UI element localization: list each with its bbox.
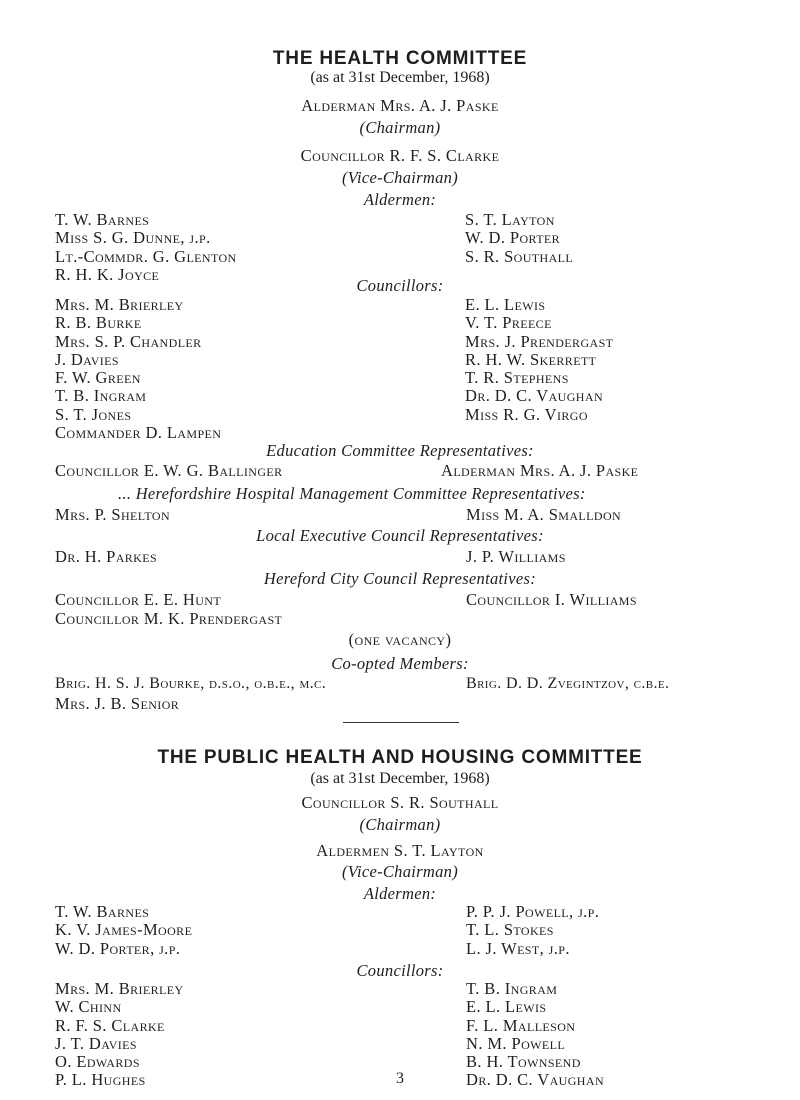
list-item: R. H. W. Skerrett (465, 349, 597, 369)
list-item: P. L. Hughes (55, 1070, 146, 1090)
list-item: W. Chinn (55, 997, 122, 1017)
list-item: Mrs. M. Brierley (55, 295, 184, 314)
list-item: T. B. Ingram (55, 386, 147, 406)
list-item: T. L. Stokes (466, 920, 554, 940)
coopted-member-left-1: Brig. H. S. J. Bourke, d.s.o., o.b.e., m.c. (55, 675, 327, 692)
health-vice-chairman-name: Councillor R. F. S. Clarke (300, 146, 500, 165)
health-councillors-left-list (55, 296, 221, 442)
list-item: Mrs. J. Prendergast (465, 331, 614, 351)
coopted-member-right-1: Brig. D. D. Zvegintzov, c.b.e. (466, 675, 670, 692)
hospital-rep-left: Mrs. P. Shelton (55, 505, 171, 524)
housing-date: (as at 31st December, 1968) (310, 770, 490, 787)
city-council-heading: Hereford City Council Representatives: (263, 569, 537, 588)
housing-councillors-heading: Councillors: (356, 961, 444, 980)
housing-aldermen-heading: Aldermen: (363, 884, 437, 903)
local-executive-rep-left: Dr. H. Parkes (55, 547, 158, 566)
housing-chairman-name: Councillor S. R. Southall (301, 793, 499, 812)
health-councillors-heading: Councillors: (356, 276, 444, 295)
housing-committee-title: THE PUBLIC HEALTH AND HOUSING COMMITTEE (157, 747, 643, 768)
list-item: V. T. Preece (465, 313, 552, 333)
list-item: L. J. West, j.p. (466, 938, 570, 958)
list-item: Lt.-Commdr. G. Glenton (55, 246, 237, 266)
education-rep-right: Alderman Mrs. A. J. Paske (441, 461, 639, 480)
list-item: N. M. Powell (466, 1033, 566, 1053)
page-number: 3 (396, 1070, 404, 1087)
local-executive-heading: Local Executive Council Representatives: (256, 526, 544, 545)
list-item: F. L. Malleson (466, 1015, 576, 1035)
city-council-rep-right-1: Councillor I. Williams (466, 590, 637, 609)
list-item: F. W. Green (55, 368, 141, 388)
list-item: R. B. Burke (55, 313, 142, 333)
list-item: W. D. Porter, j.p. (55, 938, 181, 958)
housing-aldermen-right-list (466, 903, 599, 958)
vacancy-note: (one vacancy) (348, 630, 452, 649)
health-committee-title: THE HEALTH COMMITTEE (272, 48, 528, 69)
list-item: T. W. Barnes (55, 902, 150, 921)
list-item: E. L. Lewis (465, 295, 546, 314)
education-rep-left: Councillor E. W. G. Ballinger (55, 461, 283, 480)
health-aldermen-left-list (55, 211, 237, 284)
list-item: Dr. D. C. Vaughan (465, 386, 604, 406)
coopted-heading: Co-opted Members: (331, 654, 469, 673)
list-item: R. F. S. Clarke (55, 1015, 165, 1035)
health-date: (as at 31st December, 1968) (310, 69, 490, 86)
list-item: S. T. Layton (465, 210, 555, 229)
list-item: K. V. James-Moore (55, 920, 193, 940)
health-councillors-right-list (465, 296, 613, 424)
list-item: J. Davies (55, 349, 119, 369)
list-item: O. Edwards (55, 1052, 140, 1072)
list-item: B. H. Townsend (466, 1052, 581, 1072)
education-heading: Education Committee Representatives: (266, 441, 534, 460)
health-chairman-role: (Chairman) (359, 118, 441, 137)
city-council-rep-left-2: Councillor M. K. Prendergast (55, 609, 283, 628)
list-item: T. R. Stephens (465, 368, 569, 388)
health-aldermen-heading: Aldermen: (363, 190, 437, 209)
list-item: Mrs. S. P. Chandler (55, 331, 202, 351)
list-item: T. B. Ingram (466, 979, 558, 998)
list-item: J. T. Davies (55, 1033, 137, 1053)
health-chairman-name: Alderman Mrs. A. J. Paske (301, 96, 499, 115)
housing-chairman-role: (Chairman) (359, 815, 441, 834)
housing-vice-chairman-name: Aldermen S. T. Layton (316, 841, 484, 860)
list-item: Miss S. G. Dunne, j.p. (55, 228, 211, 248)
health-aldermen-right-list (465, 211, 573, 266)
hospital-heading: ... Herefordshire Hospital Management Committee Representatives: (118, 484, 586, 503)
list-item: P. P. J. Powell, j.p. (466, 902, 600, 921)
list-item: R. H. K. Joyce (55, 264, 160, 284)
list-item: Miss R. G. Virgo (465, 404, 588, 424)
list-item: E. L. Lewis (466, 997, 547, 1017)
city-council-rep-left-1: Councillor E. E. Hunt (55, 590, 222, 609)
list-item: T. W. Barnes (55, 210, 150, 229)
coopted-member-left-2: Mrs. J. B. Senior (55, 694, 180, 713)
list-item: Commander D. Lampen (55, 423, 222, 443)
list-item: S. T. Jones (55, 404, 132, 424)
local-executive-rep-right: J. P. Williams (466, 547, 566, 566)
hospital-rep-right: Miss M. A. Smalldon (466, 505, 622, 524)
list-item: Mrs. M. Brierley (55, 979, 184, 998)
health-vice-chairman-role: (Vice-Chairman) (342, 168, 458, 187)
list-item: W. D. Porter (465, 228, 561, 248)
section-divider (343, 722, 459, 723)
housing-vice-chairman-role: (Vice-Chairman) (342, 862, 458, 881)
list-item: S. R. Southall (465, 246, 574, 266)
list-item: Dr. D. C. Vaughan (466, 1070, 605, 1090)
housing-aldermen-left-list (55, 903, 192, 958)
